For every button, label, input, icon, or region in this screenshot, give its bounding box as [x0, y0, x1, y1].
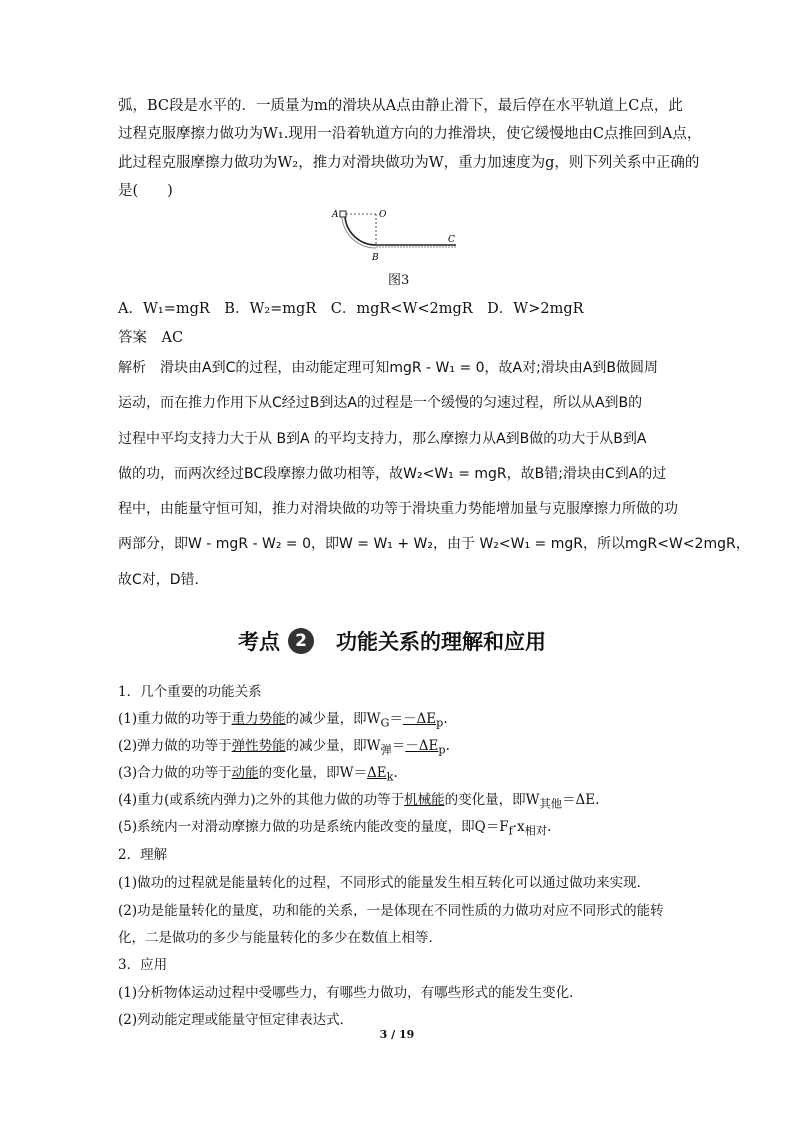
relation-kinetic — [118, 761, 398, 784]
text: ＝ — [391, 738, 406, 754]
subheading-application: 3．应用 — [118, 957, 168, 973]
underlined-term: ΔE — [367, 765, 387, 781]
relation-elastic — [118, 734, 450, 758]
underlined-term: 动能 — [231, 765, 259, 781]
text: ＝ΔE. — [562, 792, 600, 808]
question-line-2: 过程克服摩擦力做功为W₁.现用一沿着轨道方向的力推滑块，使它缓慢地由C点推回到A点， — [118, 126, 702, 142]
underlined-term: －ΔE — [405, 738, 439, 754]
section-heading — [238, 626, 546, 656]
answer: 答案 AC — [118, 330, 184, 346]
text: 的减少量，即W — [285, 711, 381, 727]
text: 的变化量，即W — [444, 792, 540, 808]
subscript: 相对 — [524, 824, 548, 838]
section-title: 功能关系的理解和应用 — [336, 630, 546, 654]
arc-track-hatch — [342, 218, 376, 248]
track-diagram — [328, 205, 468, 265]
relation-friction — [118, 815, 551, 839]
answer-options: A．W₁=mgR B．W₂=mgR C．mgR<W<2mgR D．W>2mgR — [118, 301, 584, 317]
solution-line-3: 过程中平均支持力大于从 B到A 的平均支持力，那么摩擦力从A到B做的功大于从B到A — [118, 431, 647, 447]
application-1: (1)分析物体运动过程中受哪些力，有哪些力做功，有哪些形式的能发生变化． — [118, 985, 583, 1001]
question-line-1: 弧，BC段是水平的．一质量为m的滑块从A点由静止滑下，最后停在水平轨道上C点，此 — [118, 98, 683, 114]
text: (3)合力做的功等于 — [118, 765, 232, 781]
page-number: 3 / 19 — [379, 1028, 415, 1041]
text: 的变化量，即W＝ — [258, 765, 368, 781]
text: . — [547, 819, 552, 835]
solution-line-6: 两部分，即W - mgR - W₂ = 0，即W = W₁ + W₂，由于 W₂<W₁ = mgR，所以mgR<W<2mgR， — [118, 536, 750, 552]
solution-line-7: 故C对，D错． — [118, 572, 209, 588]
question-line-3: 此过程克服摩擦力做功为W₂，推力对滑块做功为W，重力加速度为g，则下列关系中正确的 — [118, 155, 700, 171]
text: (1)重力做的功等于 — [118, 711, 232, 727]
underlined-term: 机械能 — [404, 792, 445, 808]
text: . — [393, 765, 398, 781]
slider-block — [340, 211, 346, 217]
underlined-term: 重力势能 — [231, 711, 286, 727]
subheading-understanding: 2．理解 — [118, 847, 168, 863]
text: 的减少量，即W — [285, 738, 381, 754]
section-number-badge: 2 — [288, 628, 314, 654]
text: (2)弹力做的功等于 — [118, 738, 232, 754]
application-2: (2)列动能定理或能量守恒定律表达式． — [118, 1012, 354, 1028]
understanding-1: (1)做功的过程就是能量转化的过程，不同形式的能量发生相互转化可以通过做功来实现． — [118, 875, 651, 891]
text: . — [443, 711, 448, 727]
subscript: p — [438, 743, 446, 757]
subscript: k — [386, 770, 394, 784]
label-c: C — [448, 235, 455, 245]
solution-line-1: 解析 滑块由A到C的过程，由动能定理可知mgR - W₁ = 0，故A对;滑块由A到B做圆周 — [118, 360, 659, 376]
solution-line-2: 运动，而在推力作用下从C经过B到达A的过程是一个缓慢的匀速过程，所以从A到B的 — [118, 395, 643, 411]
subscript: 其他 — [539, 797, 563, 811]
text: ·x — [512, 819, 525, 835]
solution-line-4: 做的功，而两次经过BC段摩擦力做功相等，故W₂<W₁ = mgR，故B错;滑块由C到A的过 — [118, 466, 667, 482]
text: . — [445, 738, 450, 754]
arc-track-ab — [345, 217, 376, 245]
underlined-term: －ΔE — [403, 711, 437, 727]
label-b: B — [372, 253, 379, 263]
subscript: p — [436, 716, 444, 730]
question-line-4: 是( ) — [118, 183, 173, 199]
subheading-relations: 1．几个重要的功能关系 — [118, 684, 262, 700]
text: (5)系统内一对滑动摩擦力做的功是系统内能改变的量度，即Q＝F — [118, 819, 509, 835]
figure-caption: 图3 — [388, 273, 410, 288]
solution-line-5: 程中，由能量守恒可知，推力对滑块做的功等于滑块重力势能增加量与克服摩擦力所做的功 — [118, 501, 678, 517]
understanding-2: (2)功是能量转化的量度，功和能的关系，一是体现在不同性质的力做功对应不同形式的能转 — [118, 903, 664, 919]
label-o: O — [379, 210, 387, 220]
section-prefix: 考点 — [238, 630, 280, 654]
subscript: 弹 — [380, 743, 392, 757]
understanding-2-cont: 化，二是做功的多少与能量转化的多少在数值上相等． — [118, 930, 442, 946]
text: (4)重力(或系统内弹力)之外的其他力做的功等于 — [118, 792, 405, 808]
relation-gravity — [118, 707, 448, 730]
text: ＝ — [389, 711, 404, 727]
underlined-term: 弹性势能 — [231, 738, 286, 754]
subscript: G — [380, 716, 390, 730]
relation-mechanical — [118, 788, 599, 812]
subscript: f — [508, 824, 513, 838]
label-a: A — [332, 210, 339, 220]
